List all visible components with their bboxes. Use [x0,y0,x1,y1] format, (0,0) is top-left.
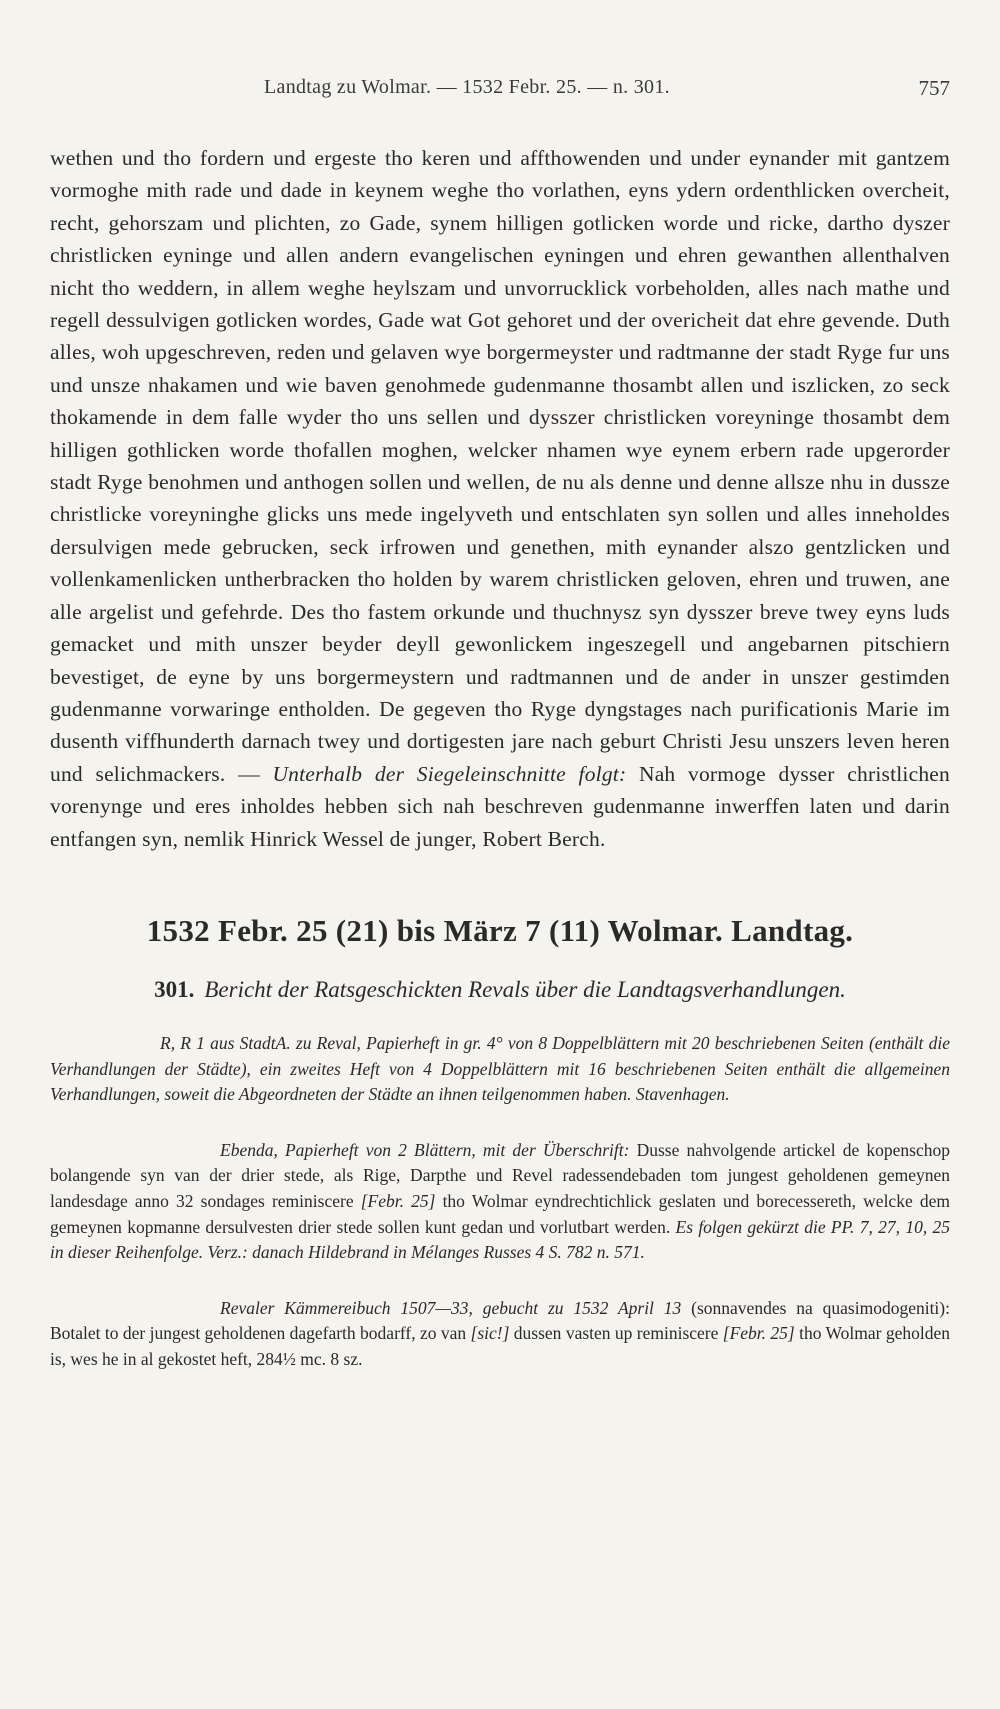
editorial-note-inline: Unterhalb der Siegeleinschnitte folgt: [272,761,627,786]
page [50,70,950,1372]
main-text [50,142,950,855]
note-text: dussen vasten up reminiscere [509,1323,723,1344]
running-header [50,70,950,110]
paragraph [50,142,950,855]
note-italic: Es folgen gekürzt die PP. 7, 27, 10, 25 in dieser Reihenfolge. Verz.: danach Hildebrand in Mélanges Russes 4 S. 782 n. 571. [50,1216,951,1263]
document-heading [50,977,950,1003]
page-number: 757 [918,76,950,100]
note-text: tho Wolmar geholden is, wes he in al gekostet heft, 284½ mc. 8 sz. [50,1323,950,1369]
note-italic: Revaler Kämmereibuch 1507—33, gebucht zu 1532 April 13 [220,1297,682,1318]
running-title: Landtag zu Wolmar. — 1532 Febr. 25. — n. 301. [264,76,670,98]
source-note-3 [50,1296,950,1373]
note-text: (sonnavendes na quasimodogeniti): Botalet to der jungest geholdenen dagefarth bodarff, zo van [50,1297,950,1344]
document-title: Bericht der Ratsgeschickten Revals über die Landtagsverhandlungen. [204,976,846,1002]
section-title: 1532 Febr. 25 (21) bis März 7 (11) Wolmar. Landtag. [146,912,854,948]
note-italic: [Febr. 25] [722,1323,795,1344]
source-note-2 [50,1138,950,1266]
paragraph-text-continued: Nah vormoge dysser christlichen vorenynge und eres inholdes hebben sich nah beschreven gudenmanne inwerffen laten und darin entfangen syn, nemlik Hinrick Wessel de junger, Robert Berch. [50,761,950,851]
note-italic: Ebenda, Papierheft von 2 Blättern, mit der Überschrift: [220,1139,630,1160]
note-text: tho Wolmar eyndrechtichlick geslaten und borecessereth, welcke dem gemeynen kopmanne dersulvesten drier stede sollen kunt gedan und vorlutbart werden. [50,1190,950,1237]
source-note: R, R 1 aus StadtA. zu Reval, Papierheft in gr. 4° von 8 Doppelblättern mit 20 beschriebenen Seiten (enthält die Verhandlungen der Städte), ein zweites Heft von 4 Doppelblättern mit 16 beschriebenen Seiten enthält die allgemeinen Verhandlungen, soweit die Abgeordneten der Städte an ihnen teilgenommen haben. Stavenhagen. [50,1032,950,1105]
document-number: 301. [154,976,195,1002]
note-italic: [Febr. 25] [360,1190,436,1211]
note-italic: [sic!] [470,1323,510,1344]
note-text: Dusse nahvolgende artickel de kopenschop bolangende syn van der drier stede, als Rige, Darpthe und Revel radessendebaden tom jungest geholdenen gemeynen landesdage anno 32 sondages reminiscere [50,1139,950,1211]
paragraph-text: wethen und tho fordern und ergeste tho keren und affthowenden und under eynander mit gantzem vormoghe mith rade und dade in keynem weghe tho vorlathen, eyns ydern ordenthlicken overcheit, recht, gehorszam und plichten, zo Gade, synem hilligen gotlicken worde und ricke, dartho dyszer christlicken eyninge und allen andern evangelischen eyningen und ehren gewanthen allenthalven nicht tho weddern, in allem weghe heylszam und unvorrucklick vorbeholden, alles nach mathe und regell dessulvigen gotlicken wordes, Gade wat Got gehoret und der overicheit dat ehre gevende. Duth alles, woh upgeschreven, reden und gelaven wye borgermeyster und radtmanne der stadt Ryge fur uns und unsze nhakamen und wie baven genohmede gudenmanne thosambt allen und iszlicken, zo seck thokamende in dem falle wyder tho uns sellen und dysszer christlicken voreyninge thosambt dem hilligen gothlicken worde thofallen moghen, welcker nhamen wye eynem erbern rade upgerorder stadt Ryge benohmen und anthogen sollen und wellen, de nu als denne und denne allsze nhu in dussze christlicke voreyninghe glicks uns mede ingelyveth und entschlaten syn sollen und alles inneholdes dersulvigen mede gebrucken, seck irfrowen und genethen, mith eynander alszo gentzlicken und vollenkamenlicken untherbracken tho holden by warem christlicken geloven, ehren und truwen, ane alle argelist und gefehrde. Des tho fastem orkunde und thuchnysz syn dysszer breve twey eyns luds gemacket und mith unszer beyder deyll gewonlickem ingeszegell und angebarnen pitschiern bevestiget, de eyne by uns borgermeystern und radtmannen und de ander in unszer gestimden gudenmanne vorwaringe entholden. De gegeven tho Ryge dyngstages nach purificationis Marie im dusenth viffhunderth darnach twey und dortigesten jare nach geburt Christi Jesu unszers leven heren und selichmackers. — [50,146,950,786]
